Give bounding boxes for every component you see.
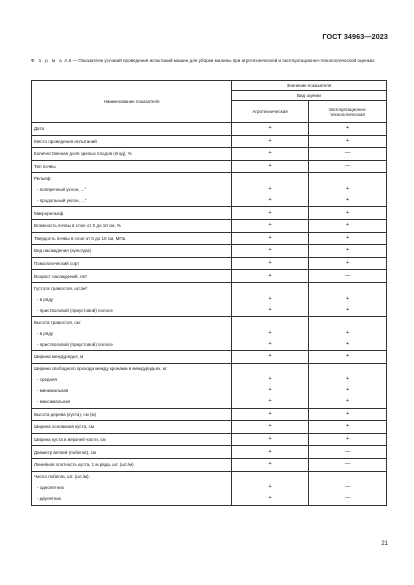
row-label: Ширина свободного прохода между кронами в междурядьях, м: <box>32 363 232 375</box>
table-row <box>32 433 387 446</box>
row-label: Дата <box>32 123 232 136</box>
row-label: Ширина междурядья, м <box>32 350 232 363</box>
row-agro-mark: + <box>232 339 309 351</box>
row-agro-mark: + <box>232 350 309 363</box>
row-agro-mark: + <box>232 305 309 317</box>
row-expl-mark: + <box>309 232 387 245</box>
row-label: Тип почвы <box>32 160 232 173</box>
row-expl-mark: + <box>309 184 387 195</box>
row-agro-mark: + <box>232 207 309 220</box>
table-row <box>32 363 387 375</box>
table-row <box>32 148 387 161</box>
row-label: Помологический сорт <box>32 257 232 270</box>
row-expl-mark: + <box>309 397 387 409</box>
table-row <box>32 160 387 173</box>
conditions-table <box>31 80 387 506</box>
row-label: - однолетних <box>32 483 232 494</box>
row-label: Вид насаждения (культура) <box>32 245 232 258</box>
row-expl-mark <box>309 282 387 294</box>
row-label: Густота травостоя, шт./м²: <box>32 282 232 294</box>
row-label: Число побегов, шт. (шт./м): <box>32 471 232 483</box>
row-agro-mark: + <box>232 148 309 161</box>
table-row <box>32 184 387 195</box>
row-expl-mark: + <box>309 245 387 258</box>
table-row <box>32 316 387 328</box>
table-row <box>32 219 387 232</box>
table-row <box>32 207 387 220</box>
row-label: - пристволовой (приустовой) полосе <box>32 339 232 351</box>
row-expl-mark: + <box>309 207 387 220</box>
row-agro-mark: + <box>232 270 309 283</box>
row-agro-mark: + <box>232 219 309 232</box>
row-expl-mark: + <box>309 375 387 386</box>
row-expl-mark: — <box>309 494 387 506</box>
row-agro-mark: + <box>232 294 309 305</box>
row-expl-mark: + <box>309 408 387 421</box>
row-label: - в ряду <box>32 328 232 339</box>
row-label: - продольный уклон, ...° <box>32 195 232 207</box>
row-agro-mark: + <box>232 257 309 270</box>
row-label: Высота травостоя, см: <box>32 316 232 328</box>
row-expl-mark <box>309 363 387 375</box>
row-expl-mark: + <box>309 339 387 351</box>
table-row <box>32 328 387 339</box>
table-row <box>32 294 387 305</box>
row-expl-mark: + <box>309 328 387 339</box>
table-row <box>32 305 387 317</box>
row-expl-mark: + <box>309 294 387 305</box>
row-expl-mark: — <box>309 160 387 173</box>
row-label: Количественная доля зрелых плодов (ягод), % <box>32 148 232 161</box>
table-row <box>32 257 387 270</box>
header-indicator-value: Значение показателя <box>232 81 387 91</box>
row-agro-mark: + <box>232 446 309 459</box>
table-row <box>32 386 387 397</box>
row-label: Линейная плотность куста, 1 м ряда, шт. (шт./м) <box>32 458 232 471</box>
table-row <box>32 232 387 245</box>
table-row <box>32 173 387 185</box>
row-label: Микрорельеф <box>32 207 232 220</box>
row-expl-mark: + <box>309 123 387 136</box>
row-agro-mark: + <box>232 483 309 494</box>
row-expl-mark: + <box>309 350 387 363</box>
row-label: - минимальная <box>32 386 232 397</box>
row-agro-mark: + <box>232 184 309 195</box>
row-expl-mark: + <box>309 433 387 446</box>
row-agro-mark <box>232 363 309 375</box>
row-agro-mark <box>232 471 309 483</box>
row-label: Влажность почвы в слое от 0 до 10 см, % <box>32 219 232 232</box>
row-agro-mark: + <box>232 195 309 207</box>
row-label: Рельеф: <box>32 173 232 185</box>
table-row <box>32 483 387 494</box>
row-expl-mark: + <box>309 257 387 270</box>
row-expl-mark: + <box>309 421 387 434</box>
row-agro-mark: + <box>232 494 309 506</box>
row-agro-mark: + <box>232 375 309 386</box>
table-row <box>32 458 387 471</box>
form-caption-text: А.5 — Показатели условий проведения испытаний машин для уборки малины при агротехнической и эксплуатационно-технологической оценках <box>63 58 375 63</box>
row-agro-mark: + <box>232 160 309 173</box>
table-row <box>32 270 387 283</box>
row-label: - максимальная <box>32 397 232 409</box>
form-caption <box>31 58 387 64</box>
table-row <box>32 446 387 459</box>
table-row <box>32 135 387 148</box>
row-expl-mark: — <box>309 458 387 471</box>
header-agrotechnical: Агротехническая <box>232 101 309 123</box>
table-row <box>32 350 387 363</box>
row-label: - двулетних <box>32 494 232 506</box>
table-row <box>32 421 387 434</box>
row-expl-mark: + <box>309 219 387 232</box>
table-row <box>32 123 387 136</box>
row-label: Ширина куста в верхней части, см <box>32 433 232 446</box>
row-expl-mark: — <box>309 483 387 494</box>
row-agro-mark: + <box>232 232 309 245</box>
table-row <box>32 471 387 483</box>
row-agro-mark: + <box>232 458 309 471</box>
page-number: 21 <box>381 541 388 547</box>
row-label: - средняя <box>32 375 232 386</box>
row-expl-mark <box>309 471 387 483</box>
form-word: Ф о р м а <box>31 58 64 63</box>
row-agro-mark: + <box>232 408 309 421</box>
row-expl-mark: — <box>309 446 387 459</box>
row-agro-mark: + <box>232 397 309 409</box>
row-agro-mark <box>232 173 309 185</box>
table-row <box>32 339 387 351</box>
row-agro-mark: + <box>232 245 309 258</box>
table-row <box>32 397 387 409</box>
row-label: - поперечный уклон, ...° <box>32 184 232 195</box>
row-agro-mark: + <box>232 135 309 148</box>
row-expl-mark: + <box>309 195 387 207</box>
row-agro-mark: + <box>232 433 309 446</box>
table-row <box>32 245 387 258</box>
row-agro-mark <box>232 282 309 294</box>
table-row <box>32 408 387 421</box>
row-expl-mark: + <box>309 386 387 397</box>
row-expl-mark: + <box>309 135 387 148</box>
header-indicator-name: Наименование показателя <box>32 81 232 123</box>
standard-number: ГОСТ 34963—2023 <box>322 32 388 41</box>
table-row <box>32 375 387 386</box>
row-agro-mark: + <box>232 386 309 397</box>
table-body <box>32 123 387 506</box>
row-expl-mark <box>309 173 387 185</box>
table-row <box>32 195 387 207</box>
row-agro-mark: + <box>232 123 309 136</box>
row-agro-mark: + <box>232 421 309 434</box>
table-row <box>32 494 387 506</box>
header-operational: Эксплуатационно-технологическая <box>309 101 387 123</box>
row-agro-mark: + <box>232 328 309 339</box>
row-expl-mark <box>309 316 387 328</box>
row-label: - пристволовой (приустовой) полосе <box>32 305 232 317</box>
row-expl-mark: — <box>309 270 387 283</box>
row-label: - в ряду <box>32 294 232 305</box>
header-assessment-type: Вид оценки <box>232 91 387 101</box>
row-expl-mark: + <box>309 305 387 317</box>
row-label: Высота дерева (куста), см (м) <box>32 408 232 421</box>
row-agro-mark <box>232 316 309 328</box>
row-label: Твердость почвы в слое от 0 до 10 см, МПа <box>32 232 232 245</box>
row-label: Диаметр ветвей (побегов), см <box>32 446 232 459</box>
row-label: Место проведения испытаний <box>32 135 232 148</box>
row-label: Ширина основания куста, см <box>32 421 232 434</box>
row-expl-mark: — <box>309 148 387 161</box>
table-row <box>32 282 387 294</box>
row-label: Возраст насаждений, лет <box>32 270 232 283</box>
